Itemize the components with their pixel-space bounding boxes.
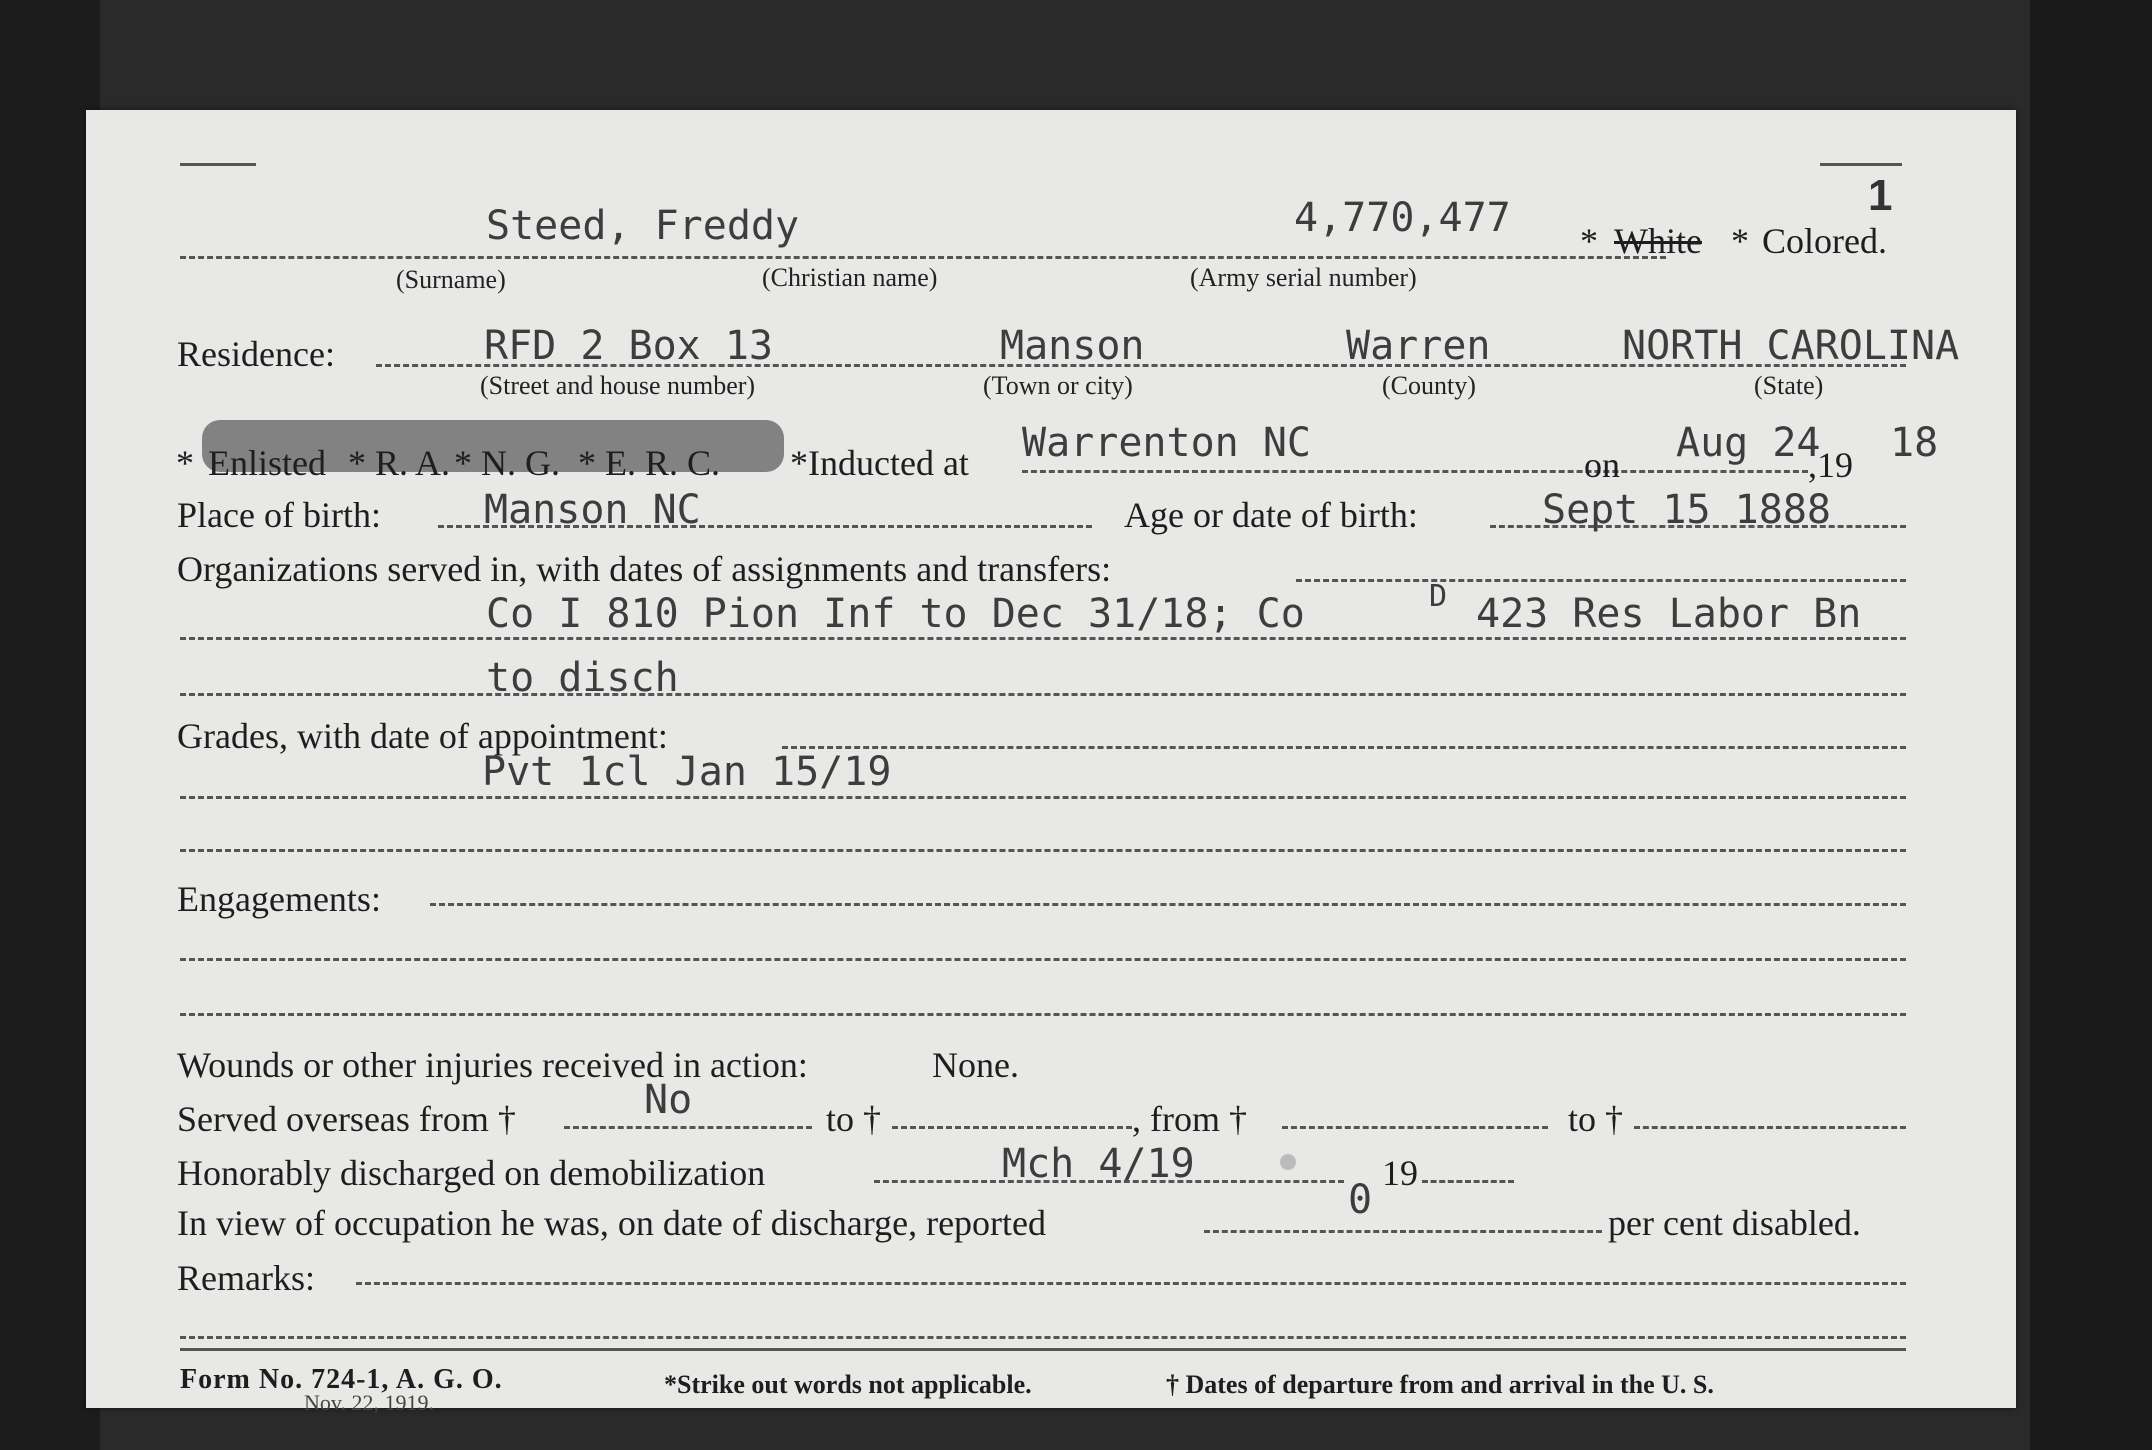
top-left-rule [180, 163, 256, 166]
induction-place: Warrenton NC [1022, 420, 1311, 466]
age-label: Age or date of birth: [1124, 495, 1418, 535]
engagements-line-3 [180, 1013, 1906, 1016]
form-date: Nov. 22, 1919. [304, 1390, 434, 1415]
top-right-rule [1820, 163, 1902, 166]
card-number: 1 [1868, 171, 1893, 220]
name-line [180, 256, 1666, 259]
residence-label: Residence: [177, 334, 335, 374]
discharge-year-prefix: 19 [1382, 1153, 1418, 1193]
caption-surname: (Surname) [396, 265, 506, 294]
residence-county: Warren [1346, 323, 1491, 369]
caption-town: (Town or city) [983, 371, 1133, 400]
residence-state: NORTH CAROLINA [1622, 323, 1960, 369]
overseas-to-1: to † [826, 1099, 882, 1139]
erc-option: * E. R. C. [578, 443, 721, 483]
soldier-name: Steed, Freddy [486, 203, 800, 249]
discharge-year-line [1422, 1180, 1514, 1183]
organizations-line-2-rule [180, 693, 1906, 696]
overseas-from-line [564, 1126, 812, 1129]
birth-place-line [438, 525, 1092, 528]
overseas-to-1-line [892, 1126, 1132, 1129]
induction-on-label: on [1584, 445, 1620, 485]
overseas-to-2: to † [1568, 1099, 1624, 1139]
race-star-white: * [1580, 221, 1598, 261]
disability-line [1204, 1230, 1602, 1233]
remarks-label: Remarks: [177, 1258, 315, 1298]
remarks-line-2 [180, 1336, 1906, 1339]
engagements-line-1 [430, 903, 1906, 906]
remarks-line-1 [356, 1282, 1906, 1285]
background-right [2030, 0, 2152, 1450]
organizations-line-1-rest: 423 Res Labor Bn [1476, 591, 1862, 637]
caption-christian-name: (Christian name) [762, 263, 938, 292]
disability-value: 0 [1348, 1177, 1373, 1223]
overseas-from-2: , from † [1132, 1099, 1247, 1139]
dates-note: † Dates of departure from and arrival in the U. S. [1166, 1370, 1714, 1399]
ink-smudge [1280, 1154, 1296, 1170]
organizations-line-1-rule [180, 637, 1906, 640]
caption-state: (State) [1754, 371, 1824, 400]
engagements-line-2 [180, 958, 1906, 961]
grades-label: Grades, with date of appointment: [177, 716, 668, 756]
discharge-date-line [874, 1180, 1344, 1183]
organizations-label: Organizations served in, with dates of assignments and transfers: [177, 549, 1112, 589]
disability-suffix: per cent disabled. [1608, 1203, 1861, 1243]
overseas-to-2-line [1634, 1126, 1906, 1129]
birth-place: Manson NC [484, 487, 701, 533]
overseas-label: Served overseas from † [177, 1099, 516, 1139]
race-colored: Colored. [1762, 221, 1887, 261]
caption-street: (Street and house number) [480, 371, 756, 400]
grades-line-1 [180, 796, 1906, 799]
caption-army-serial: (Army serial number) [1190, 263, 1417, 292]
induction-date: Aug 24 [1676, 420, 1821, 466]
caption-county: (County) [1382, 371, 1476, 400]
induction-year: 18 [1890, 420, 1939, 466]
discharge-date: Mch 4/19 [1002, 1141, 1195, 1187]
residence-town: Manson [1000, 323, 1145, 369]
overseas-from-2-line [1282, 1126, 1548, 1129]
discharge-label: Honorably discharged on demobilization [177, 1153, 766, 1193]
induction-date-line [1648, 470, 1808, 473]
grades-value: Pvt 1cl Jan 15/19 [482, 749, 892, 795]
background-left [0, 0, 100, 1450]
disability-label: In view of occupation he was, on date of discharge, reported [177, 1203, 1047, 1243]
inducted-at-label: *Inducted at [790, 443, 969, 483]
wounds-value: None. [932, 1045, 1019, 1085]
army-serial-number: 4,770,477 [1294, 195, 1511, 241]
race-star-colored: * [1731, 221, 1749, 261]
grades-label-line [782, 746, 1906, 749]
ra-option: * R. A. [348, 443, 451, 483]
organizations-superscript: D [1429, 579, 1448, 614]
birth-place-label: Place of birth: [177, 495, 381, 535]
induction-star: * [176, 443, 194, 483]
organizations-line-2: to disch [486, 655, 679, 701]
organizations-line-1: Co I 810 Pion Inf to Dec 31/18; Co [486, 591, 1305, 637]
overseas-from-value: No [644, 1077, 693, 1123]
engagements-label: Engagements: [177, 879, 381, 919]
footer-rule [180, 1348, 1906, 1351]
organizations-label-line [1296, 579, 1906, 582]
form-number: Form No. 724-1, A. G. O. [180, 1364, 503, 1395]
strike-out-note: *Strike out words not applicable. [664, 1370, 1032, 1399]
residence-street: RFD 2 Box 13 [484, 323, 773, 369]
wounds-label: Wounds or other injuries received in action: [177, 1045, 808, 1085]
enlisted-option: Enlisted [208, 443, 326, 483]
birth-date-line [1490, 525, 1906, 528]
grades-line-2 [180, 849, 1906, 852]
service-record-card [86, 110, 2016, 1415]
ng-option: * N. G. [454, 443, 560, 483]
induction-year-prefix: ,19 [1808, 445, 1853, 485]
induction-place-line [1022, 470, 1672, 473]
birth-date: Sept 15 1888 [1542, 487, 1831, 533]
race-white-struck: White [1614, 221, 1702, 261]
